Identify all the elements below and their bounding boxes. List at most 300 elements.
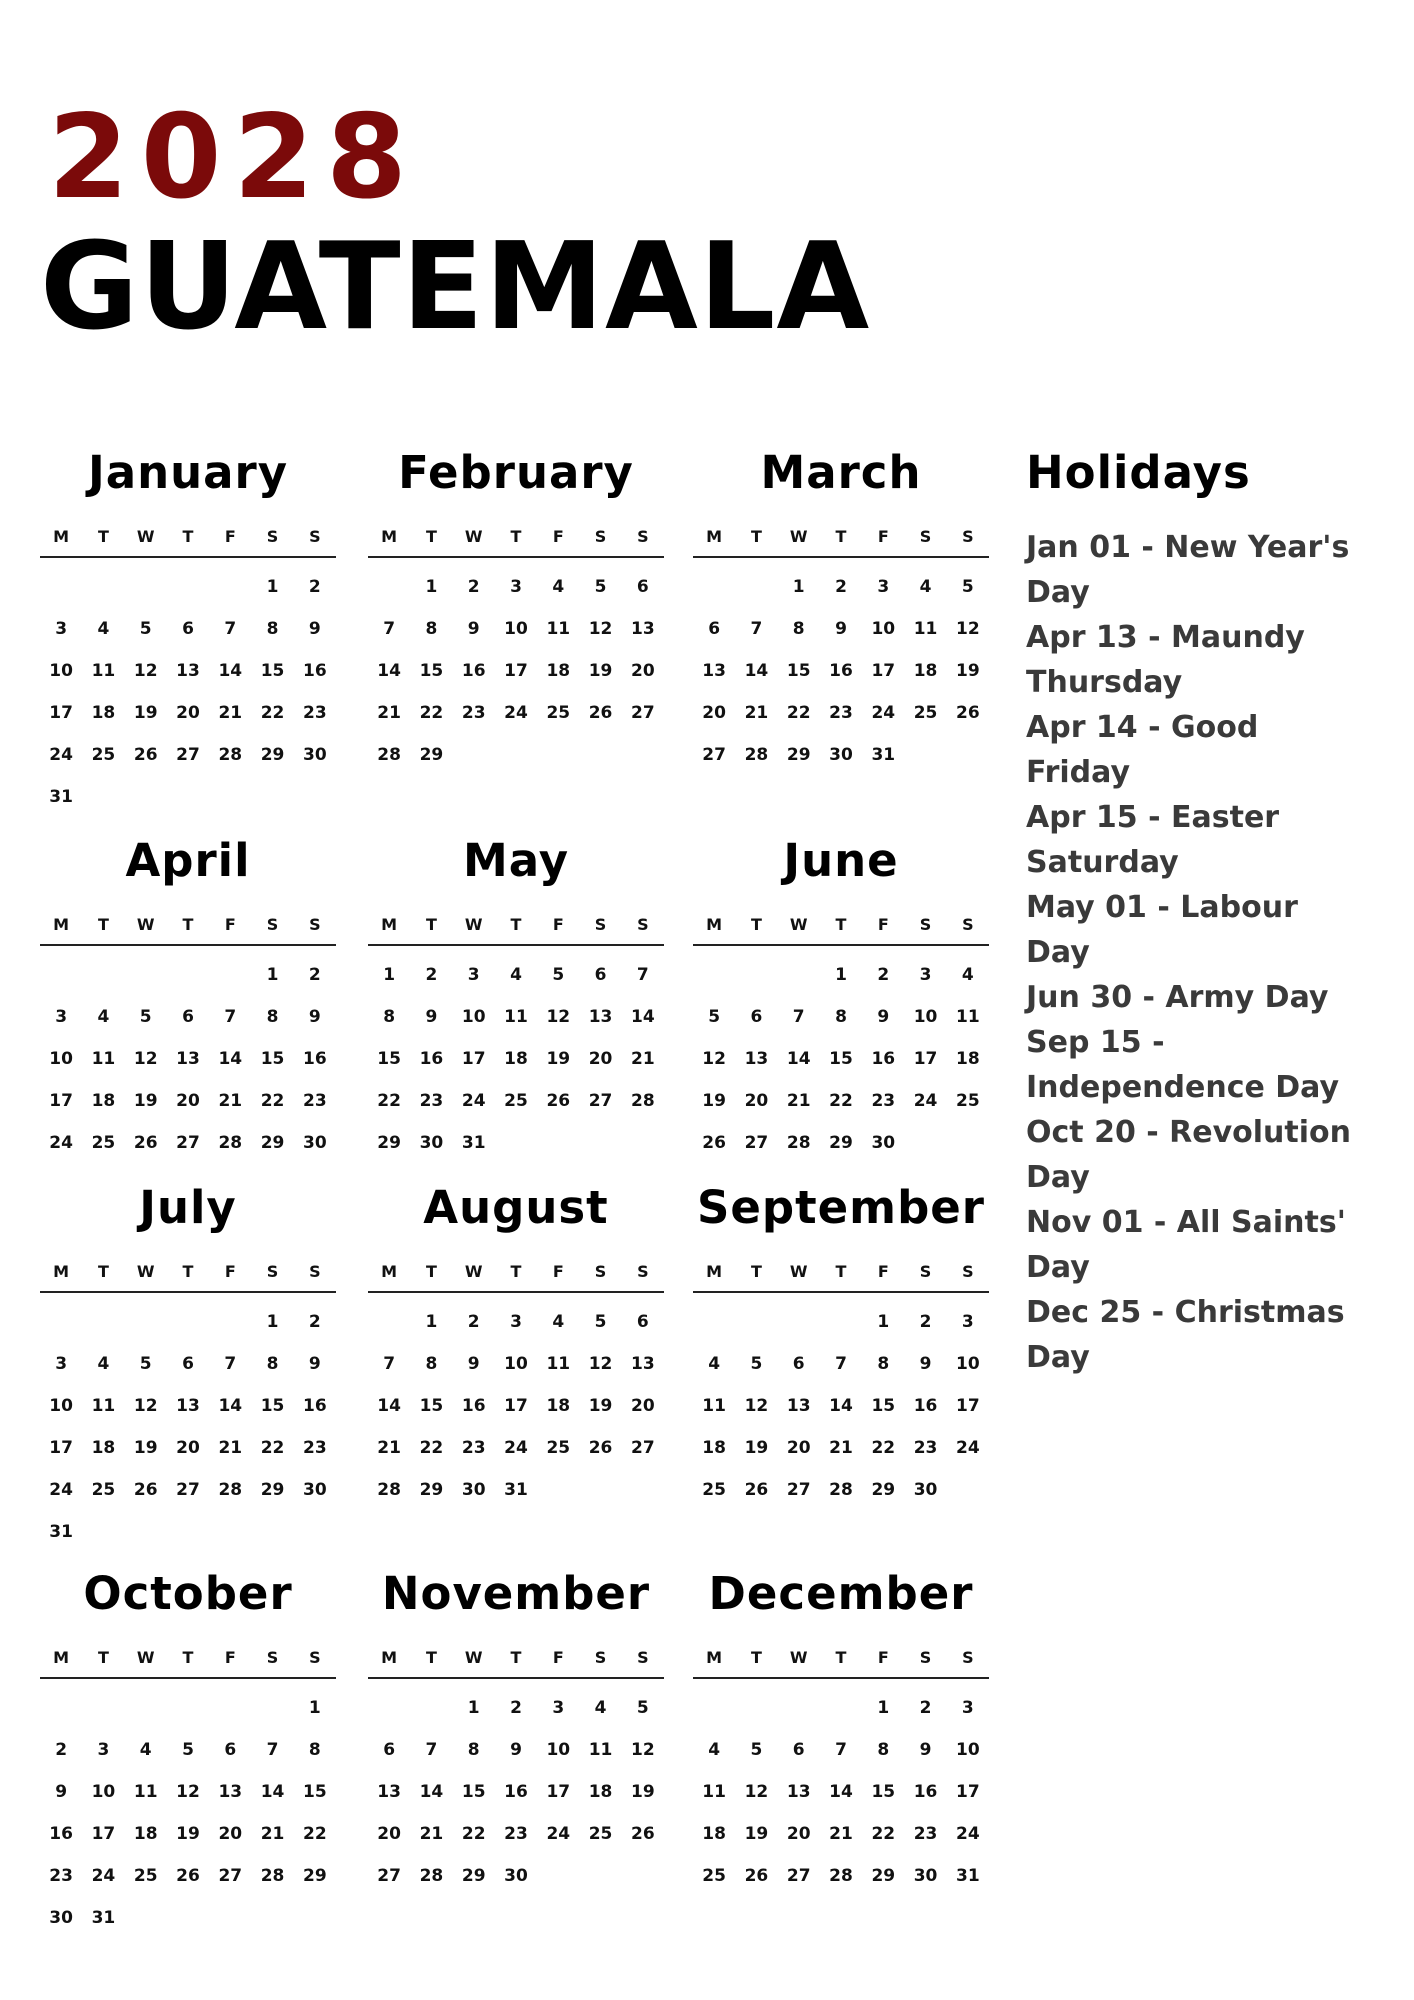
day-cell: 21	[218, 703, 243, 723]
day-cell: 23	[461, 1438, 486, 1458]
day-cell: 14	[260, 1782, 285, 1802]
day-cell: 7	[425, 1740, 438, 1760]
day-cell: 15	[829, 1049, 853, 1069]
day-cell: 11	[913, 619, 938, 639]
weekday-label: S	[266, 1262, 279, 1281]
empty-cell	[82, 566, 124, 608]
day-cell: 6	[792, 1740, 805, 1760]
weekday-label: T	[97, 1648, 109, 1667]
weekday-label: S	[962, 915, 974, 934]
day-cell: 12	[546, 1007, 571, 1027]
day-cell: 2	[835, 577, 847, 597]
day-cell: 10	[504, 619, 528, 639]
weekday-label: W	[136, 1648, 155, 1667]
empty-cell	[40, 566, 82, 608]
holiday-item: Apr 14 - Good Friday	[1026, 710, 1259, 790]
month-name: July	[139, 1181, 237, 1234]
day-cell: 17	[49, 1438, 73, 1458]
day-cell: 24	[49, 1133, 73, 1153]
weekday-header	[40, 1648, 336, 1679]
day-cell: 15	[260, 1049, 285, 1069]
day-cell: 6	[750, 1007, 763, 1027]
holiday-item: Oct 20 - Revolution Day	[1026, 1115, 1352, 1195]
weekday-label: T	[425, 1262, 437, 1281]
day-cell: 19	[744, 1438, 769, 1458]
day-cell: 28	[260, 1866, 285, 1886]
weekday-label: S	[594, 1262, 607, 1281]
day-cell: 14	[218, 1396, 243, 1416]
day-cell: 5	[139, 619, 152, 639]
day-cell: 2	[510, 1698, 522, 1718]
day-cell: 22	[303, 1824, 327, 1844]
day-grid	[368, 954, 664, 1164]
weekday-label: T	[835, 527, 847, 546]
day-cell: 13	[786, 1396, 811, 1416]
day-cell: 8	[383, 1007, 396, 1027]
day-cell: 26	[956, 703, 980, 723]
weekday-label: S	[594, 527, 607, 546]
day-cell: 4	[139, 1740, 152, 1760]
day-cell: 16	[871, 1049, 896, 1069]
day-cell: 2	[919, 1698, 932, 1718]
weekday-label: T	[510, 1648, 522, 1667]
day-cell: 18	[133, 1824, 158, 1844]
month-march	[693, 445, 989, 776]
empty-cell	[778, 1301, 820, 1343]
holiday-item: May 01 - Labour Day	[1026, 890, 1298, 970]
weekday-label: W	[136, 915, 155, 934]
day-cell: 22	[377, 1091, 401, 1111]
empty-cell	[125, 954, 167, 996]
day-cell: 14	[377, 661, 401, 681]
weekday-label: S	[962, 1648, 974, 1667]
weekday-label: T	[750, 915, 762, 934]
day-cell: 24	[546, 1824, 571, 1844]
weekday-label: T	[835, 1262, 847, 1281]
day-cell: 22	[461, 1824, 486, 1844]
day-cell: 26	[133, 1133, 158, 1153]
day-cell: 25	[956, 1091, 980, 1111]
day-cell: 21	[744, 703, 769, 723]
day-cell: 1	[425, 577, 438, 597]
day-cell: 23	[504, 1824, 528, 1844]
day-cell: 5	[182, 1740, 194, 1760]
weekday-label: T	[835, 915, 847, 934]
day-cell: 16	[504, 1782, 528, 1802]
day-cell: 8	[835, 1007, 847, 1027]
empty-cell	[735, 566, 777, 608]
day-cell: 10	[49, 1049, 73, 1069]
day-cell: 3	[961, 1312, 974, 1332]
empty-cell	[778, 954, 820, 996]
empty-cell	[410, 1687, 452, 1729]
day-cell: 14	[744, 661, 769, 681]
day-cell: 12	[956, 619, 980, 639]
empty-cell	[209, 1301, 251, 1343]
day-cell: 14	[377, 1396, 401, 1416]
day-cell: 7	[383, 1354, 396, 1374]
day-cell: 3	[919, 965, 932, 985]
day-cell: 16	[461, 661, 486, 681]
day-cell: 19	[588, 661, 613, 681]
day-cell: 23	[913, 1438, 938, 1458]
day-cell: 20	[176, 1438, 200, 1458]
day-cell: 8	[425, 1354, 438, 1374]
day-cell: 17	[461, 1049, 486, 1069]
weekday-label: M	[706, 527, 723, 546]
day-cell: 18	[546, 1396, 571, 1416]
day-cell: 24	[871, 703, 896, 723]
day-cell: 5	[139, 1007, 152, 1027]
day-cell: 9	[919, 1740, 932, 1760]
weekday-label: F	[552, 527, 564, 546]
day-cell: 15	[260, 661, 285, 681]
empty-cell	[368, 1301, 410, 1343]
month-name: August	[423, 1181, 609, 1234]
day-cell: 4	[552, 1312, 565, 1332]
weekday-label: W	[789, 915, 808, 934]
weekday-label: S	[309, 1262, 321, 1281]
day-cell: 24	[461, 1091, 486, 1111]
day-cell: 22	[786, 703, 811, 723]
day-cell: 25	[546, 703, 571, 723]
empty-cell	[167, 566, 209, 608]
weekday-label: S	[309, 915, 321, 934]
day-cell: 26	[588, 703, 613, 723]
weekday-label: S	[919, 1648, 932, 1667]
day-cell: 2	[308, 1312, 321, 1332]
day-cell: 19	[631, 1782, 655, 1802]
day-cell: 12	[702, 1049, 726, 1069]
day-cell: 8	[877, 1354, 890, 1374]
day-cell: 3	[877, 577, 890, 597]
day-grid	[693, 954, 989, 1164]
day-cell: 21	[829, 1824, 853, 1844]
day-cell: 21	[829, 1438, 853, 1458]
day-cell: 16	[303, 1396, 327, 1416]
day-cell: 7	[792, 1007, 805, 1027]
day-cell: 12	[133, 661, 158, 681]
holiday-item: Dec 25 - Christmas Day	[1026, 1295, 1345, 1375]
day-cell: 28	[218, 745, 243, 765]
day-cell: 3	[55, 619, 68, 639]
day-cell: 31	[871, 745, 896, 765]
day-cell: 29	[786, 745, 811, 765]
day-cell: 30	[303, 745, 327, 765]
day-cell: 3	[55, 1354, 68, 1374]
day-cell: 27	[176, 1480, 200, 1500]
weekday-label: F	[224, 915, 236, 934]
day-cell: 29	[260, 1133, 285, 1153]
day-cell: 21	[218, 1091, 243, 1111]
day-grid	[40, 566, 336, 818]
day-cell: 29	[461, 1866, 486, 1886]
day-grid	[693, 566, 989, 776]
day-cell: 4	[594, 1698, 607, 1718]
day-cell: 20	[631, 1396, 655, 1416]
weekday-header	[693, 1262, 989, 1293]
weekday-label: F	[552, 1262, 564, 1281]
month-july	[40, 1180, 336, 1553]
day-cell: 11	[956, 1007, 980, 1027]
day-cell: 28	[744, 745, 769, 765]
day-cell: 1	[308, 1698, 321, 1718]
day-cell: 1	[877, 1312, 890, 1332]
weekday-label: M	[53, 1262, 70, 1281]
day-cell: 27	[218, 1866, 243, 1886]
month-name: June	[783, 834, 899, 887]
day-cell: 11	[588, 1740, 613, 1760]
day-cell: 3	[510, 577, 522, 597]
day-cell: 26	[702, 1133, 726, 1153]
day-cell: 22	[260, 1438, 285, 1458]
day-cell: 2	[467, 577, 480, 597]
day-cell: 9	[308, 1007, 321, 1027]
day-cell: 4	[961, 965, 974, 985]
day-cell: 15	[871, 1782, 896, 1802]
day-cell: 18	[913, 661, 938, 681]
day-cell: 8	[308, 1740, 321, 1760]
day-cell: 26	[588, 1438, 613, 1458]
day-cell: 14	[786, 1049, 811, 1069]
weekday-label: T	[182, 1648, 194, 1667]
day-cell: 3	[510, 1312, 522, 1332]
empty-cell	[125, 1687, 167, 1729]
weekday-label: T	[510, 915, 522, 934]
weekday-label: T	[182, 915, 194, 934]
day-cell: 14	[829, 1782, 853, 1802]
day-cell: 8	[266, 1007, 279, 1027]
day-cell: 11	[546, 1354, 571, 1374]
day-cell: 31	[49, 1522, 73, 1542]
weekday-label: M	[381, 1648, 398, 1667]
day-cell: 5	[594, 577, 607, 597]
calendar-year: 2028	[48, 90, 419, 225]
day-cell: 5	[961, 577, 974, 597]
day-cell: 6	[182, 1354, 194, 1374]
day-cell: 24	[504, 703, 528, 723]
day-cell: 19	[133, 1438, 158, 1458]
day-cell: 27	[588, 1091, 613, 1111]
weekday-label: T	[97, 1262, 109, 1281]
weekday-label: F	[552, 1648, 564, 1667]
day-cell: 5	[139, 1354, 152, 1374]
day-cell: 24	[49, 745, 73, 765]
day-cell: 20	[218, 1824, 243, 1844]
day-cell: 6	[636, 1312, 649, 1332]
day-cell: 11	[504, 1007, 528, 1027]
day-cell: 28	[377, 1480, 401, 1500]
day-cell: 28	[419, 1866, 444, 1886]
day-cell: 14	[631, 1007, 655, 1027]
day-cell: 16	[419, 1049, 444, 1069]
day-cell: 10	[956, 1354, 980, 1374]
weekday-label: F	[877, 1262, 889, 1281]
day-cell: 19	[546, 1049, 571, 1069]
day-cell: 22	[829, 1091, 853, 1111]
day-cell: 24	[49, 1480, 73, 1500]
holidays-title: Holidays	[1026, 446, 1251, 499]
day-cell: 16	[461, 1396, 486, 1416]
day-grid	[40, 1687, 336, 1939]
day-cell: 25	[913, 703, 938, 723]
day-cell: 10	[546, 1740, 571, 1760]
day-cell: 7	[224, 1007, 237, 1027]
day-cell: 15	[871, 1396, 896, 1416]
day-cell: 7	[750, 619, 763, 639]
day-cell: 6	[182, 1007, 194, 1027]
day-cell: 10	[871, 619, 896, 639]
weekday-header	[693, 915, 989, 946]
day-cell: 2	[467, 1312, 480, 1332]
day-cell: 14	[829, 1396, 853, 1416]
day-cell: 28	[631, 1091, 655, 1111]
holiday-item: Jun 30 - Army Day	[1026, 980, 1329, 1015]
day-cell: 12	[588, 1354, 613, 1374]
day-cell: 13	[744, 1049, 769, 1069]
day-cell: 17	[871, 661, 896, 681]
holidays-panel	[1026, 445, 1366, 1380]
day-cell: 23	[303, 1438, 327, 1458]
day-cell: 17	[91, 1824, 116, 1844]
day-cell: 28	[377, 745, 401, 765]
day-grid	[368, 1687, 664, 1897]
day-cell: 7	[835, 1740, 847, 1760]
day-cell: 4	[97, 1354, 110, 1374]
empty-cell	[125, 566, 167, 608]
weekday-label: S	[962, 527, 974, 546]
day-cell: 3	[97, 1740, 110, 1760]
weekday-label: S	[637, 1648, 649, 1667]
weekday-label: T	[425, 527, 437, 546]
day-cell: 21	[260, 1824, 285, 1844]
day-cell: 27	[786, 1866, 811, 1886]
month-june	[693, 833, 989, 1164]
weekday-label: F	[224, 1262, 236, 1281]
empty-cell	[125, 1301, 167, 1343]
day-cell: 1	[877, 1698, 890, 1718]
day-cell: 12	[133, 1049, 158, 1069]
weekday-label: W	[789, 1648, 808, 1667]
month-name: November	[381, 1567, 651, 1620]
day-cell: 22	[260, 1091, 285, 1111]
day-cell: 7	[224, 619, 237, 639]
day-cell: 16	[49, 1824, 73, 1844]
day-cell: 30	[49, 1908, 73, 1928]
month-name: January	[87, 446, 289, 499]
day-cell: 13	[176, 1396, 200, 1416]
day-cell: 10	[49, 661, 73, 681]
day-cell: 11	[702, 1396, 726, 1416]
day-cell: 14	[218, 661, 243, 681]
day-cell: 18	[504, 1049, 528, 1069]
weekday-label: F	[877, 915, 889, 934]
day-cell: 23	[871, 1091, 896, 1111]
day-cell: 7	[383, 619, 396, 639]
month-december	[693, 1566, 989, 1897]
day-cell: 13	[176, 1049, 200, 1069]
day-cell: 7	[835, 1354, 847, 1374]
day-cell: 11	[91, 661, 116, 681]
empty-cell	[693, 1301, 735, 1343]
day-cell: 15	[786, 661, 811, 681]
weekday-label: M	[706, 1648, 723, 1667]
day-cell: 24	[956, 1824, 980, 1844]
empty-cell	[209, 566, 251, 608]
day-cell: 29	[377, 1133, 401, 1153]
day-cell: 5	[750, 1354, 763, 1374]
day-cell: 15	[303, 1782, 327, 1802]
day-cell: 14	[419, 1782, 444, 1802]
day-cell: 15	[377, 1049, 401, 1069]
day-cell: 19	[702, 1091, 726, 1111]
day-cell: 17	[913, 1049, 938, 1069]
day-cell: 25	[91, 745, 116, 765]
weekday-label: T	[182, 1262, 194, 1281]
month-name: March	[760, 446, 922, 499]
day-cell: 4	[919, 577, 932, 597]
day-cell: 1	[425, 1312, 438, 1332]
day-cell: 8	[877, 1740, 890, 1760]
day-cell: 9	[467, 1354, 480, 1374]
day-cell: 12	[133, 1396, 158, 1416]
month-name: April	[125, 834, 251, 887]
month-name: May	[462, 834, 570, 887]
day-cell: 12	[588, 619, 613, 639]
weekday-label: M	[53, 915, 70, 934]
day-cell: 29	[303, 1866, 327, 1886]
day-cell: 30	[913, 1480, 938, 1500]
weekday-label: M	[53, 1648, 70, 1667]
day-cell: 19	[133, 1091, 158, 1111]
day-cell: 27	[176, 745, 200, 765]
weekday-header	[368, 527, 664, 558]
day-cell: 10	[49, 1396, 73, 1416]
weekday-label: T	[425, 915, 437, 934]
day-cell: 12	[744, 1782, 769, 1802]
day-cell: 8	[425, 619, 438, 639]
weekday-label: M	[706, 915, 723, 934]
day-cell: 6	[224, 1740, 237, 1760]
day-cell: 21	[218, 1438, 243, 1458]
day-cell: 28	[218, 1480, 243, 1500]
day-cell: 26	[744, 1480, 769, 1500]
empty-cell	[167, 1301, 209, 1343]
day-cell: 25	[504, 1091, 528, 1111]
day-cell: 22	[871, 1438, 896, 1458]
day-cell: 2	[55, 1740, 68, 1760]
day-cell: 19	[176, 1824, 200, 1844]
holiday-item: Jan 01 - New Year's Day	[1026, 530, 1350, 610]
day-cell: 15	[260, 1396, 285, 1416]
month-name: February	[398, 446, 634, 499]
day-cell: 17	[546, 1782, 571, 1802]
empty-cell	[40, 954, 82, 996]
day-cell: 22	[419, 1438, 444, 1458]
month-september	[693, 1180, 989, 1511]
weekday-label: F	[877, 1648, 889, 1667]
day-cell: 6	[594, 965, 607, 985]
day-cell: 23	[461, 703, 486, 723]
empty-cell	[693, 1687, 735, 1729]
weekday-label: S	[309, 527, 321, 546]
day-cell: 8	[266, 619, 279, 639]
day-cell: 4	[97, 1007, 110, 1027]
day-cell: 13	[631, 1354, 655, 1374]
weekday-label: T	[750, 527, 762, 546]
holiday-item: Apr 15 - Easter Saturday	[1026, 800, 1280, 880]
day-cell: 11	[91, 1049, 116, 1069]
